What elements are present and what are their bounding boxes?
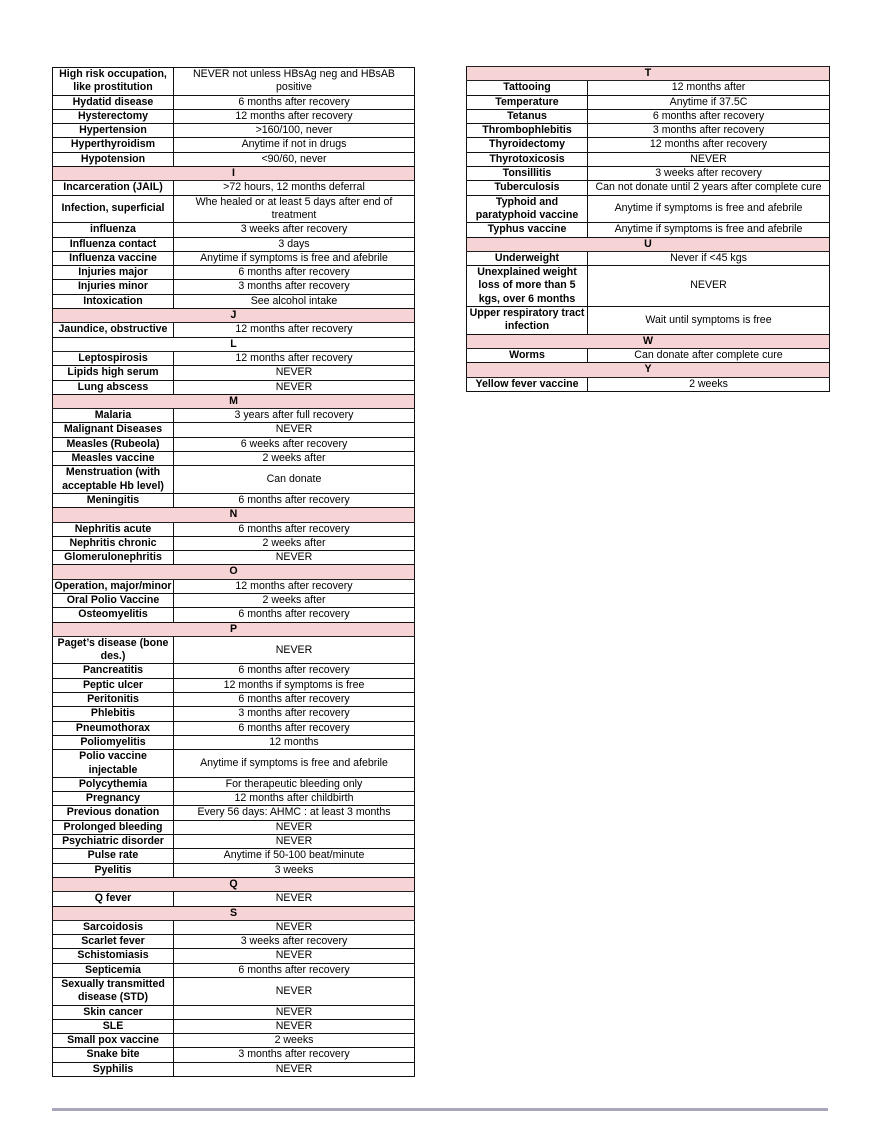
deferral-cell: 2 weeks (174, 1034, 415, 1048)
table-row (467, 124, 830, 138)
table-row (53, 608, 415, 622)
section-header-row (53, 565, 415, 579)
table-row (467, 307, 830, 335)
deferral-cell: 3 years after full recovery (174, 409, 415, 423)
condition-cell: Polio vaccine injectable (53, 750, 174, 778)
deferral-cell: 12 months after recovery (174, 323, 415, 337)
deferral-cell: 6 months after recovery (174, 664, 415, 678)
section-letter: L (53, 337, 415, 351)
condition-cell: Lung abscess (53, 380, 174, 394)
condition-cell: Sexually transmitted disease (STD) (53, 978, 174, 1006)
condition-cell: Pyelitis (53, 863, 174, 877)
table-row (467, 181, 830, 195)
section-header-row (53, 622, 415, 636)
table-row (53, 195, 415, 223)
section-letter: W (467, 334, 830, 348)
section-header-row (53, 337, 415, 351)
table-row (53, 380, 415, 394)
deferral-cell: 2 weeks after (174, 452, 415, 466)
table-row (53, 721, 415, 735)
table-row (467, 348, 830, 362)
condition-cell: Poliomyelitis (53, 735, 174, 749)
deferral-cell: NEVER (174, 920, 415, 934)
table-row (53, 750, 415, 778)
condition-cell: Influenza contact (53, 237, 174, 251)
table-row (53, 280, 415, 294)
deferral-cell: Can not donate until 2 years after complete cure (588, 181, 830, 195)
table-row (53, 920, 415, 934)
section-letter: I (53, 167, 415, 181)
deferral-cell: 6 months after recovery (174, 693, 415, 707)
deferral-cell: NEVER (588, 266, 830, 307)
condition-cell: Temperature (467, 95, 588, 109)
condition-cell: Small pox vaccine (53, 1034, 174, 1048)
deferral-cell: 3 months after recovery (174, 280, 415, 294)
table-row (53, 152, 415, 166)
table-row (53, 1005, 415, 1019)
deferral-cell: 3 weeks after recovery (174, 223, 415, 237)
condition-cell: Pancreatitis (53, 664, 174, 678)
section-header-row (467, 334, 830, 348)
deferral-cell: NEVER (174, 978, 415, 1006)
section-header-row (467, 363, 830, 377)
section-header-row (53, 394, 415, 408)
condition-cell: Oral Polio Vaccine (53, 593, 174, 607)
deferral-cell: 12 months (174, 735, 415, 749)
deferral-cell: NEVER (174, 1019, 415, 1033)
table-row (467, 377, 830, 391)
table-row (53, 181, 415, 195)
deferral-cell: 6 months after recovery (174, 522, 415, 536)
condition-cell: Thrombophlebitis (467, 124, 588, 138)
condition-cell: Tuberculosis (467, 181, 588, 195)
table-row (53, 466, 415, 494)
table-row (53, 978, 415, 1006)
condition-cell: Tattooing (467, 81, 588, 95)
deferral-cell: Anytime if 50-100 beat/minute (174, 849, 415, 863)
condition-cell: Schistomiasis (53, 949, 174, 963)
deferral-cell: 3 months after recovery (174, 1048, 415, 1062)
condition-cell: Yellow fever vaccine (467, 377, 588, 391)
deferral-cell: See alcohol intake (174, 294, 415, 308)
table-row (53, 138, 415, 152)
deferral-cell: 12 months after recovery (588, 138, 830, 152)
table-row (53, 963, 415, 977)
deferral-cell: 6 months after recovery (174, 95, 415, 109)
table-row (53, 664, 415, 678)
deferral-cell: 6 weeks after recovery (174, 437, 415, 451)
table-row (53, 366, 415, 380)
condition-cell: Thyroidectomy (467, 138, 588, 152)
table-row (53, 1034, 415, 1048)
condition-cell: Underweight (467, 251, 588, 265)
table-row (53, 237, 415, 251)
condition-cell: Previous donation (53, 806, 174, 820)
deferral-cell: NEVER (174, 1062, 415, 1076)
table-row (53, 693, 415, 707)
table-row (53, 777, 415, 791)
deferral-cell: Anytime if 37.5C (588, 95, 830, 109)
table-row (53, 493, 415, 507)
condition-cell: High risk occupation, like prostitution (53, 68, 174, 96)
condition-cell: Injuries major (53, 266, 174, 280)
condition-cell: Infection, superficial (53, 195, 174, 223)
deferral-cell: <90/60, never (174, 152, 415, 166)
deferral-cell: 6 months after recovery (588, 109, 830, 123)
section-letter: N (53, 508, 415, 522)
table-row (53, 1062, 415, 1076)
section-letter: S (53, 906, 415, 920)
table-row (53, 593, 415, 607)
deferral-cell: Can donate after complete cure (588, 348, 830, 362)
condition-cell: SLE (53, 1019, 174, 1033)
condition-cell: Psychiatric disorder (53, 835, 174, 849)
table-row (467, 195, 830, 223)
table-row (53, 707, 415, 721)
section-header-row (467, 237, 830, 251)
condition-cell: influenza (53, 223, 174, 237)
condition-cell: Malaria (53, 409, 174, 423)
deferral-cell: NEVER (174, 820, 415, 834)
condition-cell: Glomerulonephritis (53, 551, 174, 565)
deferral-cell: NEVER not unless HBsAg neg and HBsAB positive (174, 68, 415, 96)
section-letter: U (467, 237, 830, 251)
deferral-cell: 3 weeks (174, 863, 415, 877)
condition-cell: Nephritis chronic (53, 536, 174, 550)
left-table-body (53, 68, 415, 1077)
deferral-cell: 12 months after recovery (174, 579, 415, 593)
deferral-cell: 2 weeks after (174, 593, 415, 607)
section-letter: T (467, 67, 830, 81)
table-row (53, 1019, 415, 1033)
condition-cell: Hypotension (53, 152, 174, 166)
deferral-cell: NEVER (174, 892, 415, 906)
table-row (53, 251, 415, 265)
deferral-cell: 6 months after recovery (174, 721, 415, 735)
deferral-cell: 6 months after recovery (174, 493, 415, 507)
footer-divider (52, 1108, 828, 1111)
table-row (467, 266, 830, 307)
deferral-cell: 6 months after recovery (174, 608, 415, 622)
table-row (53, 935, 415, 949)
table-row (53, 820, 415, 834)
condition-cell: Pulse rate (53, 849, 174, 863)
table-row (53, 892, 415, 906)
condition-cell: Polycythemia (53, 777, 174, 791)
deferral-cell: Anytime if symptoms is free and afebrile (588, 195, 830, 223)
condition-cell: Pregnancy (53, 792, 174, 806)
condition-cell: Hydatid disease (53, 95, 174, 109)
condition-cell: Jaundice, obstructive (53, 323, 174, 337)
condition-cell: Q fever (53, 892, 174, 906)
condition-cell: Peritonitis (53, 693, 174, 707)
table-row (53, 792, 415, 806)
deferral-cell: 3 weeks after recovery (588, 167, 830, 181)
condition-cell: Incarceration (JAIL) (53, 181, 174, 195)
condition-cell: Measles vaccine (53, 452, 174, 466)
condition-cell: Septicemia (53, 963, 174, 977)
condition-cell: Tetanus (467, 109, 588, 123)
deferral-cell: Wait until symptoms is free (588, 307, 830, 335)
condition-cell: Operation, major/minor (54, 579, 172, 592)
table-row (53, 95, 415, 109)
deferral-cell: 6 months after recovery (174, 963, 415, 977)
deferral-cell: NEVER (588, 152, 830, 166)
deferral-cell: NEVER (174, 1005, 415, 1019)
deferral-cell: 3 months after recovery (174, 707, 415, 721)
right-table-body (467, 67, 830, 392)
table-row (53, 806, 415, 820)
table-row (467, 138, 830, 152)
deferral-cell: Every 56 days: AHMC : at least 3 months (174, 806, 415, 820)
condition-cell: Typhus vaccine (467, 223, 588, 237)
deferral-cell: NEVER (174, 949, 415, 963)
deferral-cell: Anytime if symptoms is free and afebrile (174, 251, 415, 265)
section-header-row (53, 906, 415, 920)
condition-cell: Paget’s disease (bone des.) (53, 636, 174, 664)
condition-cell: Upper respiratory tract infection (467, 307, 588, 335)
table-row (53, 551, 415, 565)
deferral-cell: Anytime if symptoms is free and afebrile (588, 223, 830, 237)
section-letter: J (53, 309, 415, 323)
deferral-table-left (52, 67, 415, 1077)
table-row (53, 437, 415, 451)
condition-cell: Measles (Rubeola) (53, 437, 174, 451)
deferral-cell: Anytime if not in drugs (174, 138, 415, 152)
section-letter: Y (467, 363, 830, 377)
deferral-cell: For therapeutic bleeding only (174, 777, 415, 791)
condition-cell: Unexplained weight loss of more than 5 kgs, over 6 months (467, 266, 588, 307)
condition-cell: Malignant Diseases (53, 423, 174, 437)
deferral-cell: 12 months after recovery (174, 109, 415, 123)
table-row (53, 223, 415, 237)
table-row (53, 949, 415, 963)
condition-cell: Osteomyelitis (53, 608, 174, 622)
deferral-cell: NEVER (174, 366, 415, 380)
table-row (53, 849, 415, 863)
table-row (53, 1048, 415, 1062)
condition-cell: Menstruation (with acceptable Hb level) (53, 466, 174, 494)
table-row (53, 423, 415, 437)
condition-cell: Meningitis (53, 493, 174, 507)
table-row (53, 735, 415, 749)
condition-cell: Prolonged bleeding (53, 820, 174, 834)
condition-cell: Typhoid and paratyphoid vaccine (467, 195, 588, 223)
condition-cell: Tonsillitis (467, 167, 588, 181)
deferral-cell: Can donate (174, 466, 415, 494)
table-row (53, 636, 415, 664)
deferral-cell: NEVER (174, 423, 415, 437)
deferral-cell: NEVER (174, 835, 415, 849)
table-row (53, 579, 415, 593)
condition-cell: Thyrotoxicosis (467, 152, 588, 166)
section-letter: O (53, 565, 415, 579)
deferral-cell: NEVER (174, 551, 415, 565)
section-header-row (467, 67, 830, 81)
deferral-cell: 3 months after recovery (588, 124, 830, 138)
table-row (53, 124, 415, 138)
table-row (467, 223, 830, 237)
deferral-cell: 12 months after (588, 81, 830, 95)
table-row (53, 835, 415, 849)
table-row (53, 266, 415, 280)
table-row (467, 81, 830, 95)
deferral-cell: Never if <45 kgs (588, 251, 830, 265)
table-row (53, 522, 415, 536)
condition-cell: Influenza vaccine (53, 251, 174, 265)
section-letter: P (53, 622, 415, 636)
condition-cell: Lipids high serum (53, 366, 174, 380)
deferral-cell: 12 months if symptoms is free (174, 678, 415, 692)
table-row (467, 167, 830, 181)
condition-cell: Pneumothorax (53, 721, 174, 735)
condition-cell: Hysterectomy (53, 109, 174, 123)
condition-cell: Snake bite (53, 1048, 174, 1062)
deferral-cell: 3 weeks after recovery (174, 935, 415, 949)
section-header-row (53, 508, 415, 522)
table-row (467, 152, 830, 166)
deferral-cell: 12 months after recovery (174, 351, 415, 365)
section-header-row (53, 309, 415, 323)
section-letter: M (53, 394, 415, 408)
table-row (53, 678, 415, 692)
deferral-cell: 6 months after recovery (174, 266, 415, 280)
deferral-cell: 12 months after childbirth (174, 792, 415, 806)
table-row (53, 409, 415, 423)
table-row (53, 452, 415, 466)
table-row (53, 294, 415, 308)
condition-cell: Nephritis acute (53, 522, 174, 536)
deferral-cell: 2 weeks after (174, 536, 415, 550)
condition-cell: Hyperthyroidism (53, 138, 174, 152)
deferral-cell: NEVER (174, 380, 415, 394)
condition-cell: Skin cancer (53, 1005, 174, 1019)
condition-cell: Sarcoidosis (53, 920, 174, 934)
section-header-row (53, 167, 415, 181)
table-row (53, 109, 415, 123)
table-row (467, 95, 830, 109)
table-row (467, 251, 830, 265)
condition-cell: Injuries minor (53, 280, 174, 294)
deferral-cell: 3 days (174, 237, 415, 251)
deferral-cell: 2 weeks (588, 377, 830, 391)
deferral-cell: NEVER (174, 636, 415, 664)
table-row (467, 109, 830, 123)
deferral-cell: >160/100, never (174, 124, 415, 138)
table-row (53, 68, 415, 96)
condition-cell: Scarlet fever (53, 935, 174, 949)
deferral-table-right (466, 66, 830, 392)
table-row (53, 351, 415, 365)
table-row (53, 323, 415, 337)
section-letter: Q (53, 877, 415, 891)
table-row (53, 536, 415, 550)
condition-cell: Intoxication (53, 294, 174, 308)
table-row (53, 863, 415, 877)
condition-cell: Phlebitis (53, 707, 174, 721)
deferral-cell: >72 hours, 12 months deferral (174, 181, 415, 195)
condition-cell: Syphilis (53, 1062, 174, 1076)
condition-cell: Peptic ulcer (53, 678, 174, 692)
condition-cell: Leptospirosis (53, 351, 174, 365)
section-header-row (53, 877, 415, 891)
deferral-cell: Anytime if symptoms is free and afebrile (174, 750, 415, 778)
deferral-cell: Whe healed or at least 5 days after end of treatment (174, 195, 415, 223)
condition-cell: Hypertension (53, 124, 174, 138)
condition-cell: Worms (467, 348, 588, 362)
